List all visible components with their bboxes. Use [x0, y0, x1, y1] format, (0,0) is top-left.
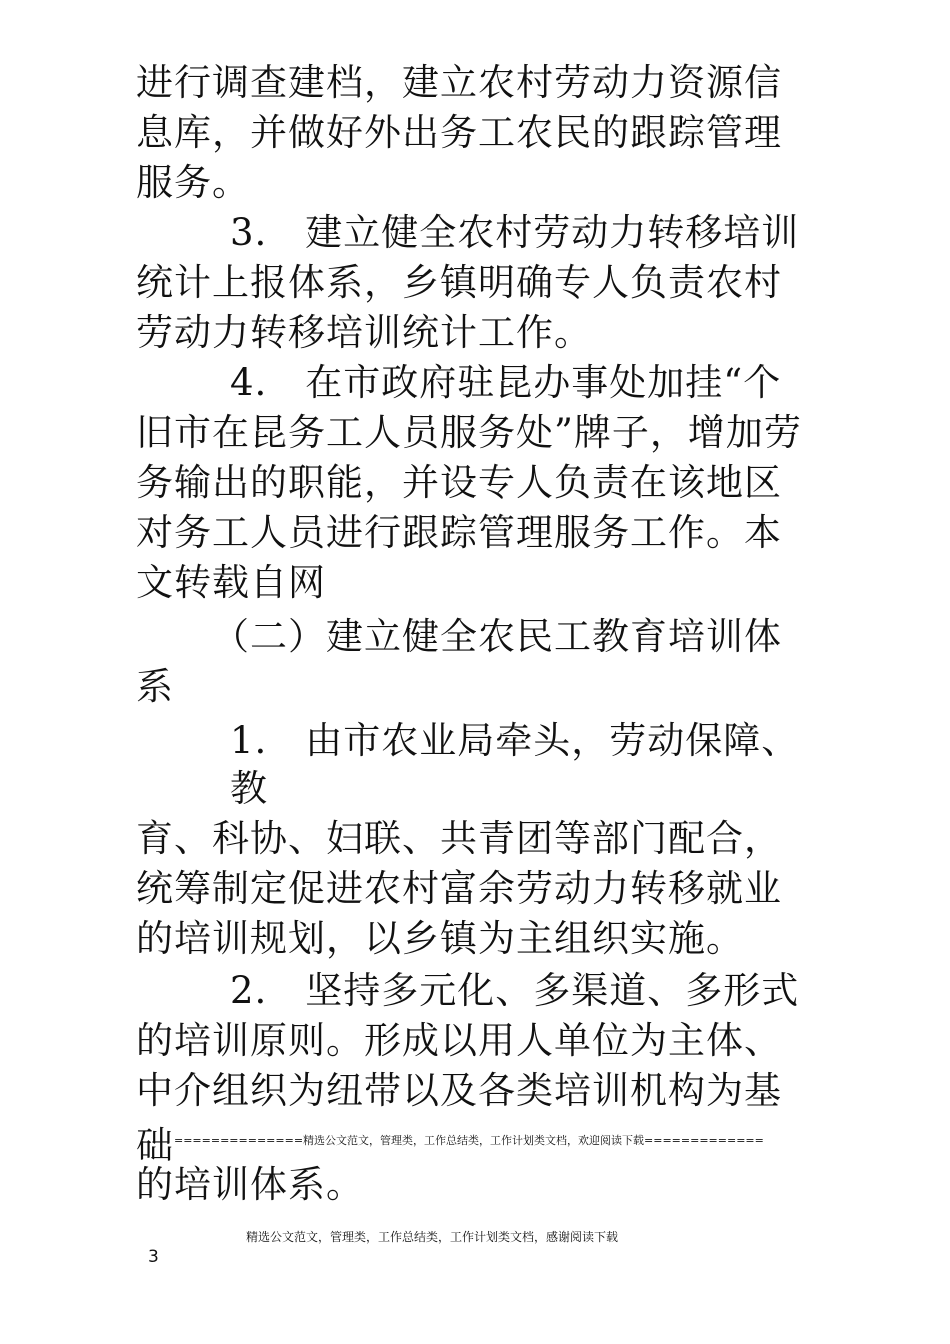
body-line: 的培训规划，以乡镇为主组织实施。: [136, 917, 744, 960]
body-line-with-banner: [136, 1116, 764, 1166]
body-line: 统计上报体系，乡镇明确专人负责农村: [136, 261, 782, 304]
list-item-2: 2. 坚持多元化、多渠道、多形式: [230, 969, 800, 1012]
body-line: 息库，并做好外出务工农民的跟踪管理: [136, 111, 782, 154]
body-line: 旧市在昆务工人员服务处”牌子，增加劳: [136, 411, 802, 454]
list-item-1: 1. 由市农业局牵头，劳动保障、: [230, 719, 800, 762]
body-text: 础: [136, 1124, 174, 1167]
list-item-3: 3. 建立健全农村劳动力转移培训: [230, 211, 800, 254]
section-heading-cont: 系: [136, 665, 174, 708]
body-line: 中介组织为纽带以及各类培训机构为基: [136, 1069, 782, 1112]
body-line: 的培训原则。形成以用人单位为主体、: [136, 1019, 782, 1062]
body-line: 劳动力转移培训统计工作。: [136, 311, 592, 354]
section-heading: （二）建立健全农民工教育培训体: [212, 615, 782, 658]
list-item-1-cont: 教: [230, 767, 268, 810]
body-line: 文转载自网: [136, 561, 326, 604]
body-line: 进行调查建档，建立农村劳动力资源信: [136, 61, 782, 104]
page-number: 3: [148, 1247, 159, 1267]
footer-text: 精选公文范文，管理类，工作总结类，工作计划类文档，感谢阅读下载: [246, 1230, 619, 1244]
inline-banner: ==============精选公文范文，管理类，工作总结类，工作计划类文档，欢迎阅读下载=============: [174, 1134, 764, 1147]
body-line: 服务。: [136, 161, 250, 204]
body-line: 统筹制定促进农村富余劳动力转移就业: [136, 867, 782, 910]
body-line: 育、科协、妇联、共青团等部门配合，: [136, 817, 782, 860]
body-line: 对务工人员进行跟踪管理服务工作。本: [136, 511, 782, 554]
body-line: 的培训体系。: [136, 1163, 364, 1206]
body-line: 务输出的职能，并设专人负责在该地区: [136, 461, 782, 504]
list-item-4: 4. 在市政府驻昆办事处加挂“个: [230, 361, 782, 404]
